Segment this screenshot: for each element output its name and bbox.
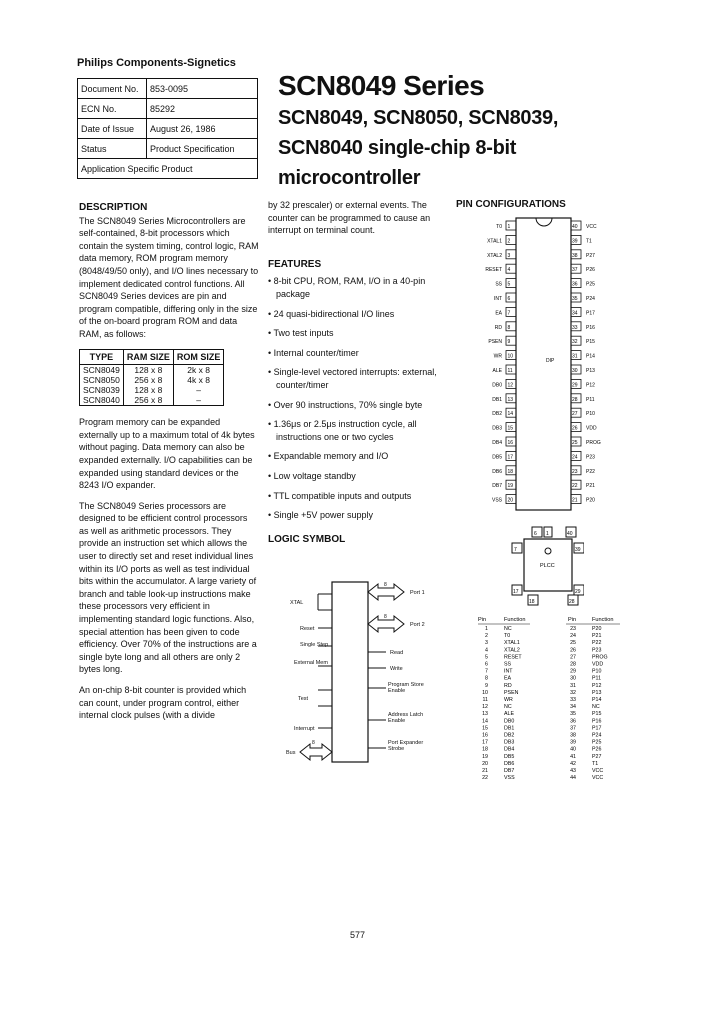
dip-pin-number: 26 — [572, 425, 578, 432]
doc-value: 85292 — [147, 99, 258, 119]
dip-pin-name-right: P21 — [586, 483, 595, 490]
func-pin: 2 — [485, 633, 488, 640]
func-name: NC — [504, 704, 512, 711]
func-pin: 10 — [482, 689, 488, 696]
dip-label: DIP — [546, 358, 555, 364]
doc-row — [78, 99, 258, 119]
dip-pin-number: 5 — [507, 281, 511, 288]
dip-pin-name-right: P16 — [586, 324, 595, 331]
plcc-pin-num: 6 — [534, 531, 537, 537]
feature-item: • Two test inputs — [268, 328, 334, 339]
dip-pin-number: 4 — [507, 267, 511, 274]
func-name: DB6 — [504, 760, 515, 767]
table-cell: 2k x 8 — [173, 365, 224, 376]
feature-item: • Internal counter/timer — [268, 347, 359, 358]
func-pin: 18 — [482, 746, 488, 753]
dip-pin-name-right: P17 — [586, 310, 595, 317]
bus-width-label: 8 — [312, 740, 315, 746]
ram-table-header: TYPE — [80, 349, 124, 365]
doc-value: August 26, 1986 — [147, 119, 258, 139]
func-name: P13 — [592, 689, 602, 696]
func-pin: 31 — [570, 682, 576, 689]
dip-pin-number: 21 — [572, 497, 578, 504]
plcc-pin-num: 40 — [567, 531, 573, 537]
port1-width-label: 8 — [384, 582, 387, 588]
dip-pin-name-left: RESET — [485, 267, 502, 274]
func-name: P25 — [592, 739, 602, 746]
func-name: PSEN — [504, 689, 519, 696]
logic-label-reset: Reset — [300, 626, 315, 632]
func-name: T0 — [504, 633, 511, 640]
logic-label-prog: Port Expander Strobe — [388, 740, 424, 752]
func-name: VDD — [592, 661, 604, 668]
plcc-package-diagram — [510, 525, 584, 607]
dip-pin-number: 39 — [572, 238, 578, 245]
dip-pin-number: 24 — [572, 454, 578, 461]
doc-row — [78, 79, 258, 99]
func-name: DB0 — [504, 718, 515, 725]
dip-pin-name-left: EA — [495, 310, 502, 317]
port2-width-label: 8 — [384, 614, 387, 620]
func-name: XTAL2 — [504, 647, 520, 654]
func-pin: 19 — [482, 753, 488, 760]
doc-key: Document No. — [78, 79, 147, 99]
func-pin: 44 — [570, 775, 576, 782]
logic-label-read: Read — [390, 650, 404, 656]
func-name: SS — [504, 661, 512, 668]
feature-item: • TTL compatible inputs and outputs — [268, 490, 412, 501]
func-name: VCC — [592, 775, 604, 782]
func-pin: 4 — [485, 647, 488, 654]
dip-pin-number: 16 — [507, 440, 514, 446]
document-info-table — [77, 78, 258, 179]
func-pin: 37 — [570, 725, 576, 732]
func-pin: 28 — [570, 661, 576, 668]
table-row — [80, 375, 224, 385]
dip-pin-number: 15 — [507, 425, 514, 432]
feature-item: • Single-level vectored interrupts: external, counter/timer — [268, 367, 437, 390]
dip-package-diagram — [456, 212, 616, 512]
func-pin: 17 — [482, 739, 488, 746]
func-name: ALE — [504, 711, 515, 718]
logic-label-interrupt: Interrupt — [294, 726, 315, 732]
func-name: XTAL1 — [504, 640, 520, 647]
logic-label-single-step: Single Step — [300, 642, 329, 648]
func-name: P23 — [592, 647, 602, 654]
func-pin: 29 — [570, 668, 576, 675]
table-cell: – — [173, 385, 224, 395]
plcc-pin-num: 39 — [575, 547, 581, 553]
dip-pin-number: 20 — [507, 497, 514, 504]
func-pin: 3 — [485, 640, 488, 647]
func-name: DB7 — [504, 768, 515, 774]
dip-pin-name-left: PSEN — [488, 339, 502, 346]
feature-item: • 8-bit CPU, ROM, RAM, I/O in a 40-pin package — [268, 276, 426, 299]
dip-pin-name-right: P27 — [586, 252, 595, 259]
doc-key: Date of Issue — [78, 119, 147, 139]
func-name: VSS — [504, 775, 515, 782]
page-number: 577 — [350, 930, 366, 940]
dip-pin-number: 35 — [572, 296, 578, 302]
func-pin: 24 — [570, 633, 576, 640]
func-name: DB1 — [504, 725, 515, 732]
dip-pin-name-right: P14 — [586, 353, 595, 360]
dip-pin-number: 37 — [572, 267, 578, 274]
dip-pin-number: 17 — [507, 454, 514, 461]
dip-pin-number: 19 — [507, 483, 514, 490]
table-row — [80, 385, 224, 395]
ram-table-header: RAM SIZE — [123, 349, 173, 365]
func-pin: 26 — [570, 647, 576, 654]
dip-pin-name-left: INT — [493, 296, 502, 302]
dip-pin-number: 23 — [572, 468, 578, 475]
func-pin: 30 — [570, 675, 576, 682]
ram-table-header: ROM SIZE — [173, 349, 224, 365]
dip-pin-name-right: PROG — [586, 440, 601, 446]
company-name: Philips Components-Signetics — [77, 57, 236, 69]
dip-pin-name-right: P12 — [586, 382, 595, 389]
logic-label-xtal: XTAL — [290, 600, 304, 606]
doc-row — [78, 159, 258, 179]
func-pin: 21 — [482, 768, 488, 774]
func-pin: 25 — [570, 640, 576, 647]
dip-pin-number: 36 — [572, 281, 578, 288]
feature-item: • Single +5V power supply — [268, 510, 373, 521]
table-cell: 256 x 8 — [123, 375, 173, 385]
func-pin: 38 — [570, 732, 576, 739]
table-cell: 128 x 8 — [123, 365, 173, 376]
table-cell: 4k x 8 — [173, 375, 224, 385]
dip-pin-number: 2 — [507, 238, 511, 245]
func-pin: 36 — [570, 718, 576, 725]
plcc-pin-num: 18 — [529, 599, 535, 605]
feature-item: • Expandable memory and I/O — [268, 451, 389, 462]
func-name: P27 — [592, 753, 602, 760]
table-cell: SCN8050 — [80, 375, 124, 385]
dip-pin-name-right: P20 — [586, 497, 595, 504]
func-header: Function — [504, 617, 526, 623]
dip-pin-name-left: VSS — [491, 497, 502, 504]
func-name: P26 — [592, 746, 602, 753]
logic-label-test: Test — [298, 696, 309, 702]
table-cell: 128 x 8 — [123, 385, 173, 395]
func-pin: 34 — [570, 704, 576, 711]
func-name: PROG — [592, 654, 608, 661]
dip-pin-name-right: VDD — [586, 425, 597, 432]
func-pin: 39 — [570, 739, 576, 746]
func-name: NC — [504, 626, 512, 632]
dip-pin-number: 11 — [507, 368, 513, 374]
dip-pin-number: 38 — [572, 252, 578, 259]
func-name: P10 — [592, 668, 602, 675]
features-column — [268, 199, 444, 546]
dip-pin-number: 22 — [572, 483, 578, 490]
dip-pin-number: 31 — [572, 353, 578, 360]
description-continued: by 32 prescaler) or external events. The counter can be programmed to cause an interrupt on terminal count. — [268, 200, 431, 236]
plcc-pin-num: 1 — [546, 531, 549, 537]
func-name: INT — [504, 668, 513, 675]
dip-pin-name-left: DB3 — [492, 425, 502, 432]
dip-pin-number: 28 — [572, 396, 578, 403]
dip-pin-number: 9 — [507, 339, 511, 346]
func-name: P14 — [592, 697, 602, 703]
pin-config-heading: PIN CONFIGURATIONS — [456, 199, 566, 210]
dip-pin-name-left: DB0 — [492, 382, 502, 389]
dip-pin-name-left: DB4 — [492, 440, 502, 446]
dip-pin-number: 34 — [572, 310, 578, 317]
func-pin: 16 — [482, 732, 488, 739]
func-name: P22 — [592, 640, 602, 647]
func-header: Pin — [568, 617, 577, 623]
plcc-label: PLCC — [540, 563, 555, 569]
logic-label-bus: Bus — [286, 750, 296, 756]
plcc-pin-num: 7 — [514, 547, 517, 553]
func-name: DB4 — [504, 746, 515, 753]
dip-pin-name-left: XTAL2 — [487, 252, 502, 259]
func-pin: 8 — [485, 675, 488, 682]
dip-pin-number: 32 — [572, 339, 578, 346]
func-pin: 20 — [482, 760, 488, 767]
func-pin: 11 — [482, 697, 488, 703]
func-name: P11 — [592, 675, 602, 682]
logic-label-port1: Port 1 — [410, 590, 425, 596]
dip-pin-name-left: DB5 — [492, 454, 502, 461]
features-heading: FEATURES — [268, 258, 322, 270]
table-cell: – — [173, 395, 224, 406]
dip-pin-number: 40 — [572, 224, 578, 230]
dip-pin-number: 6 — [507, 296, 511, 302]
description-para: The SCN8049 Series processors are designed to be efficient control processors as well as arithmetic processors. They provide an instruction set which allows the user to directly set and reset individual lines within its I/O ports as well as test individual bits within the accumulator. A large variety of branch and table look-up instructions make these processors very efficient in implementing standard logic functions. Also, special attention has been given to code efficiency. Over 70% of the instructions are a single byte long and all others are only 2 bytes long. — [79, 500, 257, 675]
func-name: P15 — [592, 711, 602, 718]
dip-pin-number: 3 — [507, 252, 511, 259]
description-para: Program memory can be expanded externally up to a maximum total of 4k bytes without paging. Data memory can also be expanded externally. I/O capabilities can be expanded using standard devices or the 8243 I/O expander. — [79, 417, 255, 491]
func-name: WR — [504, 697, 513, 703]
func-pin: 40 — [570, 746, 576, 753]
dip-pin-name-right: P26 — [586, 267, 595, 274]
func-name: P24 — [592, 732, 602, 739]
table-cell: SCN8049 — [80, 365, 124, 376]
func-pin: 32 — [570, 689, 576, 696]
doc-row — [78, 139, 258, 159]
func-pin: 7 — [485, 668, 488, 675]
func-name: EA — [504, 675, 512, 682]
func-pin: 42 — [570, 760, 576, 767]
dip-pin-name-right: P22 — [586, 468, 595, 475]
func-pin: 33 — [570, 697, 576, 703]
func-name: T1 — [592, 760, 599, 767]
dip-pin-name-left: DB6 — [492, 468, 502, 475]
table-cell: SCN8040 — [80, 395, 124, 406]
dip-pin-number: 14 — [507, 411, 514, 418]
dip-pin-name-left: DB7 — [492, 483, 502, 490]
func-header: Pin — [478, 617, 487, 623]
ram-rom-table — [79, 349, 224, 407]
dip-pin-name-right: P11 — [586, 396, 595, 403]
dip-pin-number: 10 — [507, 353, 514, 360]
func-pin: 14 — [482, 718, 488, 725]
dip-pin-number: 7 — [507, 310, 511, 317]
dip-pin-name-right: P24 — [586, 296, 595, 302]
func-pin: 13 — [482, 711, 488, 718]
dip-pin-number: 27 — [572, 411, 578, 418]
func-name: P17 — [592, 725, 602, 732]
func-pin: 5 — [485, 654, 488, 661]
dip-pin-name-right: P25 — [586, 281, 595, 288]
func-pin: 43 — [570, 768, 576, 774]
func-pin: 1 — [485, 626, 488, 632]
func-name: RESET — [504, 654, 522, 661]
dip-pin-name-left: DB1 — [492, 396, 502, 403]
func-header: Function — [592, 617, 614, 623]
logic-label-port2: Port 2 — [410, 622, 425, 628]
logic-symbol-heading: LOGIC SYMBOL — [268, 533, 346, 545]
feature-item: • 24 quasi-bidirectional I/O lines — [268, 308, 395, 319]
func-name: P16 — [592, 718, 602, 725]
doc-value: 853-0095 — [147, 79, 258, 99]
func-name: RD — [504, 682, 512, 689]
table-row — [80, 365, 224, 376]
plcc-pin-num: 29 — [575, 589, 581, 595]
func-pin: 12 — [482, 704, 488, 711]
dip-pin-name-left: WR — [493, 353, 502, 360]
dip-pin-name-right: T1 — [586, 238, 592, 245]
dip-pin-number: 18 — [507, 468, 514, 475]
dip-pin-name-right: VCC — [586, 224, 597, 230]
logic-label-pse: Program Store Enable — [388, 682, 424, 694]
dip-pin-name-right: P23 — [586, 454, 595, 461]
func-name: DB2 — [504, 732, 515, 739]
description-section — [79, 202, 259, 730]
dip-pin-name-left: ALE — [492, 368, 502, 374]
dip-pin-name-right: P15 — [586, 339, 595, 346]
func-pin: 27 — [570, 654, 576, 661]
table-cell: 256 x 8 — [123, 395, 173, 406]
dip-pin-number: 13 — [507, 396, 514, 403]
dip-pin-number: 8 — [507, 324, 511, 331]
pin-function-table — [470, 613, 650, 789]
doc-key: ECN No. — [78, 99, 147, 119]
dip-pin-name-left: SS — [495, 281, 502, 288]
dip-pin-name-left: DB2 — [492, 411, 502, 418]
dip-pin-number: 1 — [507, 224, 511, 230]
dip-pin-number: 30 — [572, 368, 578, 374]
dip-pin-number: 29 — [572, 382, 578, 389]
doc-row — [78, 119, 258, 139]
table-row — [80, 395, 224, 406]
func-pin: 15 — [482, 725, 488, 732]
func-pin: 23 — [570, 626, 576, 632]
func-name: DB5 — [504, 753, 515, 760]
dip-pin-number: 25 — [572, 440, 578, 446]
doc-value: Product Specification — [147, 139, 258, 159]
func-pin: 35 — [570, 711, 576, 718]
feature-item: • 1.36μs or 2.5μs instruction cycle, all instructions one or two cycles — [268, 419, 417, 442]
func-name: P12 — [592, 682, 602, 689]
func-name: P21 — [592, 633, 602, 640]
feature-item: • Low voltage standby — [268, 470, 356, 481]
dip-pin-name-left: RD — [494, 324, 502, 331]
func-pin: 9 — [485, 682, 488, 689]
plcc-pin-num: 28 — [569, 599, 575, 605]
logic-label-external-mem: External Mem — [294, 660, 328, 666]
func-pin: 6 — [485, 661, 488, 668]
dip-pin-name-right: P13 — [586, 368, 595, 374]
logic-label-write: Write — [390, 666, 403, 672]
page-title: SCN8049 Series — [278, 70, 485, 101]
dip-pin-name-left: XTAL1 — [487, 238, 502, 245]
app-note: Application Specific Product — [78, 159, 258, 179]
func-name: VCC — [592, 768, 604, 774]
dip-pin-number: 12 — [507, 382, 514, 389]
dip-pin-number: 33 — [572, 324, 578, 331]
logic-symbol-diagram — [264, 562, 450, 768]
feature-item: • Over 90 instructions, 70% single byte — [268, 399, 423, 410]
description-para: The SCN8049 Series Microcontrollers are self-contained, 8-bit processors which contain the system timing, control logic, RAM data memory, ROM program memory (8048/49/50 only), and I/O lines necessary to implement dedicated control functions. All SCN8049 Series devices are pin and program compatible, differing only in the size of the on-board program ROM and data RAM, as follows: — [79, 215, 259, 339]
table-cell: SCN8039 — [80, 385, 124, 395]
func-name: DB3 — [504, 739, 515, 746]
func-pin: 22 — [482, 775, 488, 782]
doc-key: Status — [78, 139, 147, 159]
func-name: P20 — [592, 626, 602, 632]
description-para: An on-chip 8-bit counter is provided which can count, under program control, either internal clock pulses (with a divide — [79, 685, 247, 721]
dip-pin-name-right: P10 — [586, 411, 595, 418]
func-name: NC — [592, 704, 600, 711]
dip-pin-name-left: T0 — [496, 224, 502, 230]
plcc-pin-num: 17 — [513, 589, 519, 595]
description-heading: DESCRIPTION — [79, 202, 148, 213]
func-pin: 41 — [570, 753, 576, 760]
logic-label-ale: Address Latch Enable — [388, 712, 424, 724]
page-subtitle: SCN8049, SCN8050, SCN8039, SCN8040 single-chip 8-bit microcontroller — [278, 107, 559, 189]
